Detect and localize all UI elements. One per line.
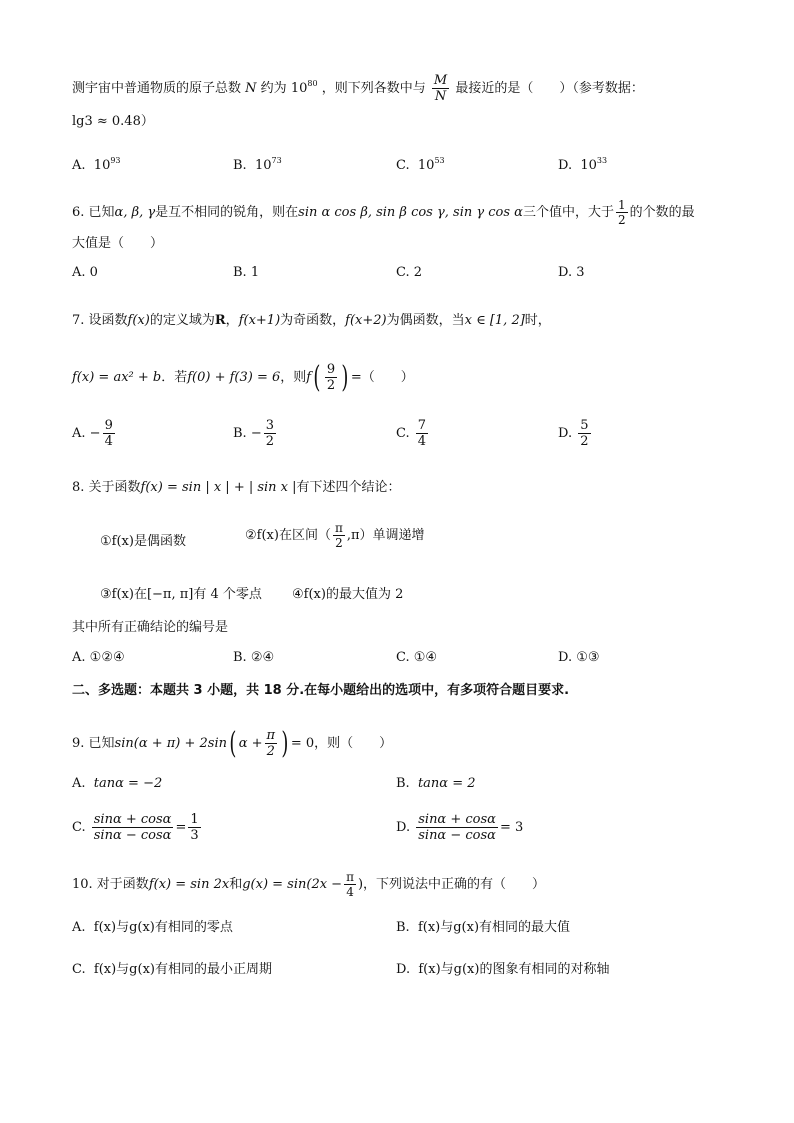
q6-option-b[interactable]: B. 1 xyxy=(233,265,260,280)
q7-text: 的定义域为 xyxy=(149,313,215,328)
q5-option-a[interactable]: A. $10^{93}$ xyxy=(72,156,121,173)
q7-text: 为奇函数， xyxy=(280,313,346,328)
q6-exprs: sin α cos β, sin β cos γ, sin γ cos α xyxy=(298,205,523,220)
q9-prefix: 9. 已知 xyxy=(72,736,115,751)
q5-base: 10 xyxy=(290,81,308,96)
q9-eq: = 0 xyxy=(290,736,315,751)
q6-vars: α, β, γ xyxy=(114,205,156,220)
q8-conclusion-1: ①f(x)是偶函数 xyxy=(100,534,186,549)
q5-text: 约为 xyxy=(260,81,287,96)
q8-option-d[interactable]: D. ①③ xyxy=(558,650,600,665)
q10-prefix: 10. 对于函数 xyxy=(72,877,149,892)
q7-fx2: f(x+2) xyxy=(345,313,387,328)
q8-prefix: 8. 关于函数 xyxy=(72,480,141,495)
q5-text: 最接近的是（ ）（参考数据： xyxy=(455,81,644,96)
q8-ask: 其中所有正确结论的编号是 xyxy=(72,620,229,635)
q6-text: 的个数的最 xyxy=(629,205,695,220)
q6-prefix: 6. 已知 xyxy=(72,205,115,220)
q10-option-d[interactable]: D. f(x)与g(x)的图象有相同的对称轴 xyxy=(396,962,610,977)
q10-option-c[interactable]: C. f(x)与g(x)有相同的最小正周期 xyxy=(72,962,272,977)
q9-pi-half: $\frac{\pi}{2}$ xyxy=(266,728,276,759)
q8-line1 xyxy=(72,479,794,497)
q10-g-close: ) xyxy=(357,877,364,892)
q5-fraction: $\frac{M}{N}$ xyxy=(433,73,448,104)
q7-paren-left: ( xyxy=(313,359,321,395)
q9-paren-left: ( xyxy=(229,725,237,761)
q7-cond: x ∈ [1, 2] xyxy=(464,313,525,328)
q9-line1 xyxy=(72,725,794,761)
q7-arg: $\frac{9}{2}$ xyxy=(326,362,336,393)
q5-exp: 80 xyxy=(307,79,318,88)
q6-line2: 大值是（ ） xyxy=(72,236,164,251)
q5-text: 测宇宙中普通物质的原子总数 xyxy=(72,81,242,96)
q7-option-a[interactable]: A. − $\frac{9}{4}$ xyxy=(72,418,113,449)
section-title: 二、多选题：本题共 3 小题，共 18 分.在每小题给出的选项中，有多项符合题目要求. xyxy=(72,683,570,698)
q7-option-b[interactable]: B. − $\frac{3}{2}$ xyxy=(233,418,275,449)
q8-option-c[interactable]: C. ①④ xyxy=(396,650,438,665)
q10-f: f(x) = sin 2x xyxy=(148,877,230,892)
q5-line1 xyxy=(72,73,794,104)
q6-option-d[interactable]: D. 3 xyxy=(558,265,585,280)
q5-option-b[interactable]: B. $10^{73}$ xyxy=(233,156,282,173)
q9-option-b[interactable]: B. tanα = 2 xyxy=(396,776,476,791)
q10-option-b[interactable]: B. f(x)与g(x)有相同的最大值 xyxy=(396,920,571,935)
q7-fx: f(x) xyxy=(127,313,150,328)
q7-func: f(x) = ax² + b xyxy=(72,370,162,385)
q10-option-a[interactable]: A. f(x)与g(x)有相同的零点 xyxy=(72,920,233,935)
q5-option-c[interactable]: C. $10^{53}$ xyxy=(396,156,445,173)
q10-pi-quarter: $\frac{\pi}{4}$ xyxy=(346,870,354,899)
q10-line1 xyxy=(72,870,794,899)
q7-line2 xyxy=(72,359,794,395)
q7-text: =（ ） xyxy=(350,370,414,385)
q9-expr: sin(α + π) + 2sin xyxy=(114,736,228,751)
q9-inner: α + xyxy=(238,736,263,751)
q7-prefix: 7. 设函数 xyxy=(72,313,128,328)
q5-option-d[interactable]: D. $10^{33}$ xyxy=(558,156,608,173)
q7-paren-right: ) xyxy=(341,359,349,395)
q7-comma: ， xyxy=(225,313,239,328)
q7-text: ．若 xyxy=(161,370,188,385)
q8-conclusion-2: ②f(x)在区间（ $\frac{\pi}{2}$ ,π）单调递增 xyxy=(245,521,425,550)
q10-g: g(x) = sin(2x − xyxy=(242,877,343,892)
q8-conclusion-4: ④f(x)的最大值为 2 xyxy=(292,587,404,602)
q5-text: ，则下列各数中与 xyxy=(321,81,426,96)
q8-func: f(x) = sin | x | + | sin x | xyxy=(140,480,297,495)
q10-and: 和 xyxy=(229,877,243,892)
q6-half: $\frac{1}{2}$ xyxy=(617,198,626,227)
q6-text: 是互不相同的锐角，则在 xyxy=(155,205,299,220)
q8-option-a[interactable]: A. ①②④ xyxy=(72,650,125,665)
q10-suffix: ，下列说法中正确的有（ ） xyxy=(363,877,546,892)
q6-text: 三个值中，大于 xyxy=(522,205,614,220)
q6-option-c[interactable]: C. 2 xyxy=(396,265,423,280)
q9-suffix: ，则（ ） xyxy=(314,736,393,751)
q5-var-n: N xyxy=(245,81,257,96)
q7-line1 xyxy=(72,312,794,330)
q9-option-d[interactable]: D. $\frac{\sin\alpha + \cos\alpha}{\sin\alpha - \cos\alpha}$ = 3 xyxy=(396,812,524,843)
q7-cond2: f(0) + f(3) = 6 xyxy=(187,370,281,385)
q9-paren-right: ) xyxy=(281,725,289,761)
q8-conclusion-3: ③f(x)在[−π, π]有 4 个零点 xyxy=(100,587,262,602)
q7-f: f xyxy=(306,370,312,385)
q7-option-c[interactable]: C. $\frac{7}{4}$ xyxy=(396,418,427,449)
q7-option-d[interactable]: D. $\frac{5}{2}$ xyxy=(558,418,589,449)
q9-option-c[interactable]: C. $\frac{\sin\alpha + \cos\alpha}{\sin\alpha - \cos\alpha}$ = $\frac{1}{3}$ xyxy=(72,812,199,843)
q7-r: R xyxy=(214,313,226,328)
q6-line1 xyxy=(72,198,794,227)
q7-text: 时， xyxy=(524,313,551,328)
q7-text: ，则 xyxy=(280,370,307,385)
q8-text: 有下述四个结论： xyxy=(296,480,401,495)
q9-option-a[interactable]: A. tanα = −2 xyxy=(72,776,163,791)
q7-fx1: f(x+1) xyxy=(238,313,281,328)
q8-option-b[interactable]: B. ②④ xyxy=(233,650,275,665)
q6-option-a[interactable]: A. 0 xyxy=(72,265,98,280)
q7-text: 为偶函数，当 xyxy=(386,313,465,328)
q5-line2: lg3 ≈ 0.48） xyxy=(72,114,154,129)
